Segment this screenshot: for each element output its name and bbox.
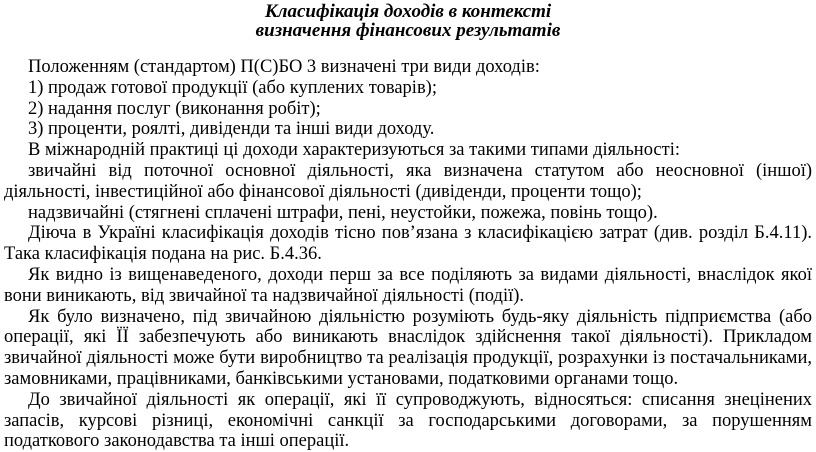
paragraph-extraordinary: надзвичайні (стягнені сплачені штрафи, пені, неустойки, пожежа, повінь тощо). bbox=[28, 202, 658, 223]
paragraph-ordinary-definition: Як було визначено, під звичайною діяльністю розуміють будь-яку діяльність підприємства (або операції, які ЇЇ забезпечують або виникають внаслідок здійснення такої діяльності). Прикладом звичайної діяльності може бути виробництво та реалізація продукції, розрахунки із постачальниками, замовниками, працівниками, банківськими установами, податковими органами тощо. bbox=[4, 306, 812, 389]
title-line-2: визначення фінансових результатів bbox=[255, 20, 561, 41]
paragraph-international-practice: В міжнародній практиці ці доходи характеризуються за такими типами діяльності: bbox=[28, 140, 680, 161]
paragraph-intro: Положенням (стандартом) П(С)БО 3 визначені три види доходів: bbox=[28, 57, 540, 77]
paragraph-ordinary-operations: До звичайної діяльності як операції, які її супроводжують, відносяться: списання знецінених запасів, курсові різниці, економічні санкції за господарськими договорами, за порушенням податкового законодавства та інші операції. bbox=[4, 389, 812, 452]
paragraph-activity-types: Як видно із вищенаведеного, доходи перш за все поділяють за видами діяльності, внаслідок якої вони виникають, від звичайної та надзвичайної діяльності (події). bbox=[4, 264, 812, 306]
list-item-3: 3) проценти, роялті, дивіденди та інші види доходу. bbox=[28, 119, 435, 140]
document-title bbox=[4, 2, 812, 40]
paragraph-ordinary: звичайні від поточної основної діяльності, яка визначена статутом або неосновної (іншої) діяльності, інвестиційної або фінансової діяльності (дивіденди, проценти тощо); bbox=[4, 160, 812, 202]
title-line-1: Класифікація доходів в контексті bbox=[264, 1, 552, 22]
list-item-2: 2) надання послуг (виконання робіт); bbox=[28, 98, 321, 119]
list-item-1: 1) продаж готової продукції (або куплених товарів); bbox=[28, 77, 437, 98]
paragraph-ukraine-classification: Діюча в Україні класифікація доходів тісно пов’язана з класифікацією затрат (див. розділ Б.4.11). Така класифікація подана на рис. Б.4.36. bbox=[4, 223, 812, 265]
document-body bbox=[4, 57, 812, 452]
